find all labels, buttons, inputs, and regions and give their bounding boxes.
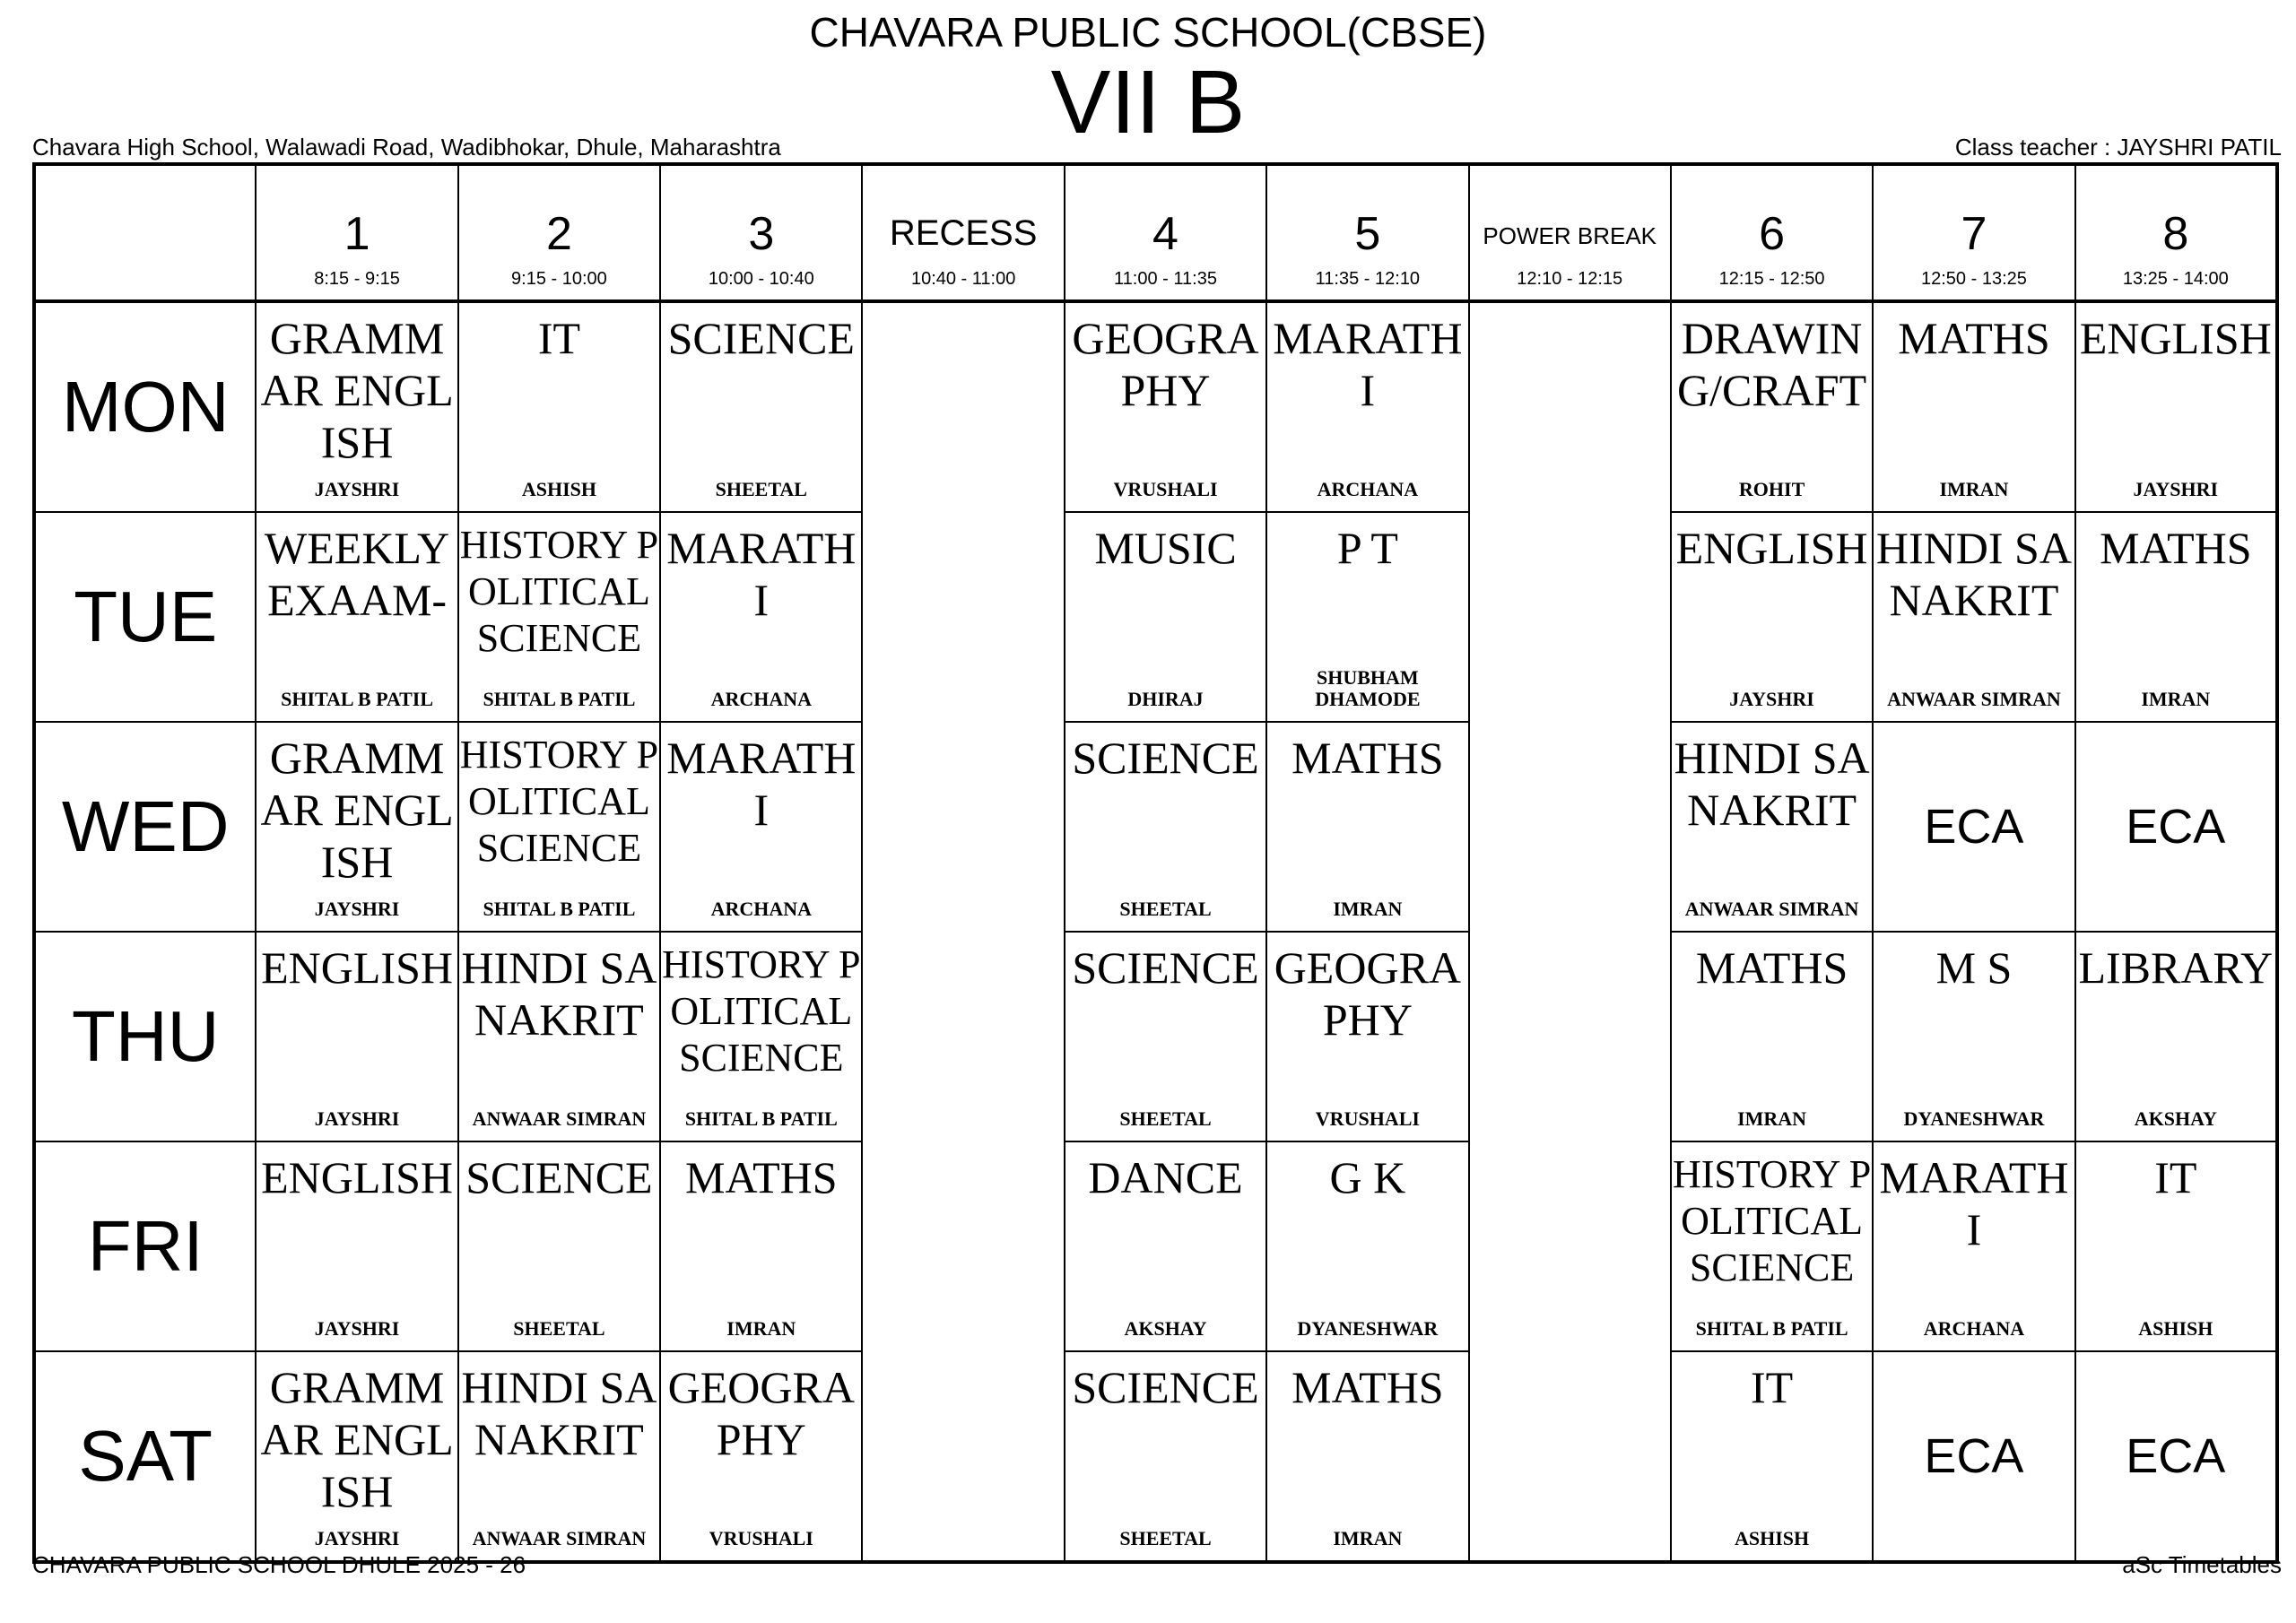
- subject-name: GEOGRAPHY: [667, 1362, 855, 1464]
- day-row: [34, 1351, 2277, 1562]
- lesson-cell: [458, 512, 660, 722]
- footer-school-year: CHAVARA PUBLIC SCHOOL DHULE 2025 - 26: [32, 1551, 526, 1578]
- subject-name: HINDI SANAKRIT: [461, 1362, 657, 1464]
- lesson-cell: [660, 722, 862, 932]
- teacher-name: ASHISH: [1735, 1527, 1810, 1549]
- teacher-name: DHIRAJ: [1127, 688, 1204, 710]
- lesson-cell: [256, 932, 457, 1141]
- lesson-cell: [2075, 1141, 2277, 1351]
- subject-name: MARATHI: [666, 733, 857, 835]
- period-header-row: [34, 164, 2277, 301]
- teacher-name: JAYSHRI: [314, 1527, 400, 1549]
- subject-name: SCIENCE: [1072, 1362, 1259, 1412]
- teacher-name: IMRAN: [1939, 478, 2009, 500]
- lesson-cell: [2075, 301, 2277, 512]
- period-label: POWER BREAK: [1483, 222, 1657, 249]
- period-time: 8:15 - 9:15: [314, 269, 400, 289]
- subject-name: IT: [537, 313, 581, 363]
- period-time: 12:50 - 13:25: [1921, 269, 2027, 289]
- subject-name: SCIENCE: [1072, 942, 1259, 993]
- subject-name: MATHS: [1292, 1362, 1444, 1412]
- subject-name: DANCE: [1088, 1152, 1243, 1202]
- class-name: VII B: [1050, 52, 1246, 152]
- lesson-cell: [1873, 301, 2074, 512]
- subject-name: DRAWING/CRAFT: [1677, 313, 1867, 415]
- lesson-cell: [1873, 1141, 2074, 1351]
- lesson-cell: [1266, 301, 1468, 512]
- subject-name: P T: [1336, 523, 1398, 573]
- lesson-cell: [1266, 932, 1468, 1141]
- period-header: [660, 164, 862, 301]
- subject-name: MARATHI: [1273, 313, 1463, 415]
- school-name: CHAVARA PUBLIC SCHOOL(CBSE): [809, 9, 1487, 56]
- lesson-cell: [256, 301, 457, 512]
- period-label: 4: [1152, 208, 1178, 260]
- subject-name: HISTORY POLITICAL SCIENCE: [662, 942, 861, 1080]
- lesson-cell: [1671, 722, 1873, 932]
- subject-name: MUSIC: [1094, 523, 1237, 573]
- teacher-name: ARCHANA: [710, 688, 813, 710]
- subject-name: GEOGRAPHY: [1274, 942, 1462, 1045]
- teacher-name: ARCHANA: [710, 898, 813, 920]
- lesson-cell: [1065, 932, 1266, 1141]
- lesson-cell: [1873, 512, 2074, 722]
- teacher-name: SHEETAL: [513, 1317, 605, 1340]
- subject-name: HISTORY POLITICAL SCIENCE: [1672, 1152, 1872, 1289]
- lesson-cell: [660, 1351, 862, 1562]
- subject-name: HINDI SANAKRIT: [461, 942, 657, 1045]
- lesson-cell: [1671, 1351, 1873, 1562]
- teacher-name: JAYSHRI: [314, 898, 400, 920]
- lesson-cell: [1873, 722, 2074, 932]
- subject-name: MARATHI: [666, 523, 857, 625]
- teacher-name: JAYSHRI: [2133, 478, 2219, 500]
- class-teacher: Class teacher : JAYSHRI PATIL: [1954, 134, 2282, 161]
- lesson-cell: [458, 301, 660, 512]
- lesson-cell: [1065, 301, 1266, 512]
- activity-label: ECA: [1924, 800, 2024, 854]
- teacher-name: DYANESHWAR: [1903, 1107, 2045, 1130]
- lesson-cell: [458, 1141, 660, 1351]
- subject-name: GEOGRAPHY: [1072, 313, 1259, 415]
- period-header: [1266, 164, 1468, 301]
- lesson-cell: [1266, 722, 1468, 932]
- teacher-name: AKSHAY: [1124, 1317, 1207, 1340]
- period-time: 12:10 - 12:15: [1517, 269, 1623, 289]
- subject-name: SCIENCE: [465, 1152, 653, 1202]
- lesson-cell: [660, 1141, 862, 1351]
- lesson-cell: [1671, 1141, 1873, 1351]
- subject-name: HISTORY POLITICAL SCIENCE: [459, 523, 659, 660]
- subject-name: ENGLISH: [261, 942, 453, 993]
- subject-name: GRAMMAR ENGLISH: [260, 733, 454, 887]
- teacher-name: SHUBHAM DHAMODE: [1315, 666, 1421, 710]
- lesson-cell: [1266, 1351, 1468, 1562]
- teacher-name: SHITAL B PATIL: [483, 898, 636, 920]
- subject-name: HISTORY POLITICAL SCIENCE: [459, 733, 659, 870]
- period-label: 1: [344, 208, 370, 260]
- subject-name: MATHS: [685, 1152, 838, 1202]
- teacher-name: IMRAN: [1333, 898, 1403, 920]
- subject-name: M S: [1935, 942, 2013, 993]
- lesson-cell: [2075, 512, 2277, 722]
- teacher-name: JAYSHRI: [314, 1107, 400, 1130]
- teacher-name: SHITAL B PATIL: [1695, 1317, 1848, 1340]
- lesson-cell: [1065, 1141, 1266, 1351]
- teacher-name: IMRAN: [726, 1317, 796, 1340]
- day-label: MON: [34, 301, 256, 512]
- period-header: [458, 164, 660, 301]
- recess-column: [862, 301, 1064, 1562]
- teacher-name: SHITAL B PATIL: [684, 1107, 838, 1130]
- lesson-cell: [256, 1351, 457, 1562]
- lesson-cell: [1266, 1141, 1468, 1351]
- teacher-name: ANWAAR SIMRAN: [1684, 898, 1859, 920]
- period-time: 11:35 - 12:10: [1315, 269, 1421, 289]
- subject-name: GRAMMAR ENGLISH: [260, 313, 454, 467]
- lesson-cell: [1065, 1351, 1266, 1562]
- lesson-cell: [2075, 722, 2277, 932]
- subject-name: IT: [1750, 1362, 1794, 1412]
- period-label: 6: [1759, 208, 1786, 260]
- lesson-cell: [660, 932, 862, 1141]
- teacher-name: SHEETAL: [1119, 898, 1212, 920]
- day-row: [34, 512, 2277, 722]
- day-row: [34, 1141, 2277, 1351]
- lesson-cell: [256, 512, 457, 722]
- day-row: [34, 301, 2277, 512]
- school-address: Chavara High School, Walawadi Road, Wadibhokar, Dhule, Maharashtra: [32, 134, 781, 161]
- lesson-cell: [458, 932, 660, 1141]
- teacher-name: JAYSHRI: [1729, 688, 1814, 710]
- teacher-name: SHITAL B PATIL: [281, 688, 434, 710]
- teacher-name: VRUSHALI: [1315, 1107, 1420, 1130]
- teacher-name: SHEETAL: [1119, 1527, 1212, 1549]
- corner-cell: [34, 164, 256, 301]
- subject-name: ENGLISH: [2079, 313, 2272, 363]
- period-label: 7: [1961, 208, 1987, 260]
- teacher-name: SHITAL B PATIL: [483, 688, 636, 710]
- teacher-name: AKSHAY: [2134, 1107, 2217, 1130]
- period-time: 13:25 - 14:00: [2122, 269, 2229, 289]
- day-label: WED: [34, 722, 256, 932]
- lesson-cell: [1873, 932, 2074, 1141]
- teacher-name: ROHIT: [1738, 478, 1805, 500]
- subject-name: ENGLISH: [261, 1152, 453, 1202]
- timetable: [32, 162, 2279, 1564]
- period-label: 3: [748, 208, 775, 260]
- period-header: [1065, 164, 1266, 301]
- teacher-name: VRUSHALI: [1113, 478, 1218, 500]
- lesson-cell: [1873, 1351, 2074, 1562]
- day-label: THU: [34, 932, 256, 1141]
- lesson-cell: [458, 1351, 660, 1562]
- subject-name: ENGLISH: [1675, 523, 1868, 573]
- teacher-name: ASHISH: [2138, 1317, 2213, 1340]
- period-label: 5: [1354, 208, 1381, 260]
- period-time: 10:40 - 11:00: [910, 269, 1016, 289]
- period-time: 9:15 - 10:00: [511, 269, 607, 289]
- teacher-name: ARCHANA: [1923, 1317, 2025, 1340]
- power-break-column: [1469, 301, 1671, 1562]
- teacher-name: SHEETAL: [1119, 1107, 1212, 1130]
- subject-name: WEEKLY EXAAM-: [265, 523, 450, 625]
- teacher-name: ANWAAR SIMRAN: [472, 1527, 647, 1549]
- teacher-name: ASHISH: [521, 478, 596, 500]
- teacher-name: IMRAN: [1737, 1107, 1807, 1130]
- subject-name: MATHS: [1695, 942, 1848, 993]
- activity-label: ECA: [2126, 1429, 2226, 1483]
- lesson-cell: [660, 301, 862, 512]
- period-label: 2: [545, 208, 572, 260]
- subject-name: MATHS: [1292, 733, 1444, 783]
- lesson-cell: [458, 722, 660, 932]
- subject-name: LIBRARY: [2078, 942, 2274, 993]
- period-time: 11:00 - 11:35: [1114, 269, 1217, 289]
- teacher-name: IMRAN: [2141, 688, 2211, 710]
- teacher-name: IMRAN: [1333, 1527, 1403, 1549]
- lesson-cell: [2075, 932, 2277, 1141]
- day-label: FRI: [34, 1141, 256, 1351]
- teacher-name: ANWAAR SIMRAN: [472, 1107, 647, 1130]
- teacher-name: SHEETAL: [715, 478, 807, 500]
- lesson-cell: [256, 1141, 457, 1351]
- subject-name: MATHS: [1898, 313, 2050, 363]
- period-time: 10:00 - 10:40: [708, 269, 814, 289]
- lesson-cell: [1671, 512, 1873, 722]
- subject-name: MARATHI: [1879, 1152, 2069, 1254]
- subject-name: MATHS: [2100, 523, 2252, 573]
- lesson-cell: [1266, 512, 1468, 722]
- subject-name: SCIENCE: [1072, 733, 1259, 783]
- subject-name: HINDI SANAKRIT: [1674, 733, 1870, 835]
- period-header: [256, 164, 457, 301]
- period-label: RECESS: [889, 213, 1038, 253]
- teacher-name: VRUSHALI: [709, 1527, 813, 1549]
- subject-name: GRAMMAR ENGLISH: [260, 1362, 454, 1516]
- day-label: SAT: [34, 1351, 256, 1562]
- lesson-cell: [1671, 932, 1873, 1141]
- day-label: TUE: [34, 512, 256, 722]
- period-header: [1671, 164, 1873, 301]
- activity-label: ECA: [1924, 1429, 2024, 1483]
- period-header: [1873, 164, 2074, 301]
- lesson-cell: [256, 722, 457, 932]
- teacher-name: DYANESHWAR: [1297, 1317, 1439, 1340]
- lesson-cell: [1065, 722, 1266, 932]
- lesson-cell: [2075, 1351, 2277, 1562]
- power-break-header: [1469, 164, 1671, 301]
- teacher-name: ARCHANA: [1317, 478, 1419, 500]
- period-header: [2075, 164, 2277, 301]
- lesson-cell: [660, 512, 862, 722]
- period-label: 8: [2162, 208, 2189, 260]
- activity-label: ECA: [2126, 800, 2226, 854]
- subject-name: HINDI SANAKRIT: [1875, 523, 2072, 625]
- period-time: 12:15 - 12:50: [1718, 269, 1825, 289]
- subject-name: IT: [2154, 1152, 2197, 1202]
- subject-name: G K: [1329, 1152, 1406, 1202]
- recess-header: [862, 164, 1064, 301]
- subject-name: SCIENCE: [667, 313, 855, 363]
- teacher-name: JAYSHRI: [314, 1317, 400, 1340]
- day-row: [34, 932, 2277, 1141]
- day-row: [34, 722, 2277, 932]
- footer-credit: aSc Timetables: [2122, 1551, 2282, 1578]
- lesson-cell: [1065, 512, 1266, 722]
- timetable-body: [34, 301, 2277, 1562]
- teacher-name: ANWAAR SIMRAN: [1887, 688, 2061, 710]
- lesson-cell: [1671, 301, 1873, 512]
- teacher-name: JAYSHRI: [314, 478, 400, 500]
